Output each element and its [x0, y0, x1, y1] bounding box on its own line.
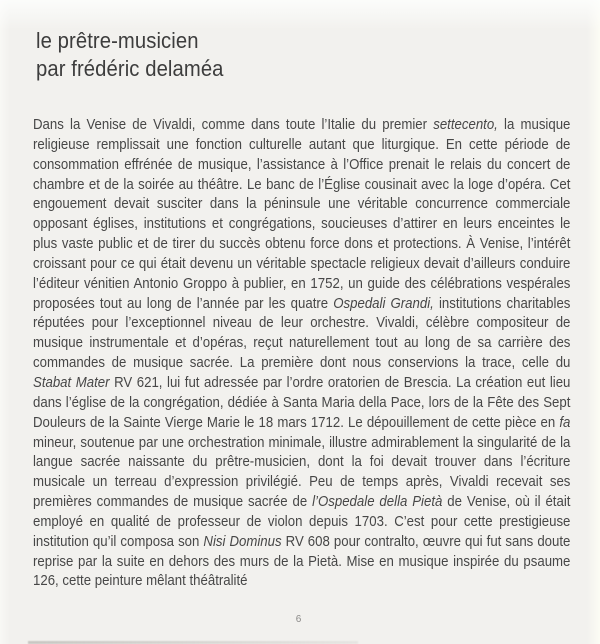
text-segment-italic: Ospedali Grandi, — [333, 294, 434, 312]
text-segment: la musique religieuse remplissait une fonction culturelle autant que liturgique. En cette période de consommation effrénée de musique, l’assistance à l’Office prenait le relais du concert de chambre et de la soirée au théâtre. Le banc de l’Église cousinait avec la loge d’opéra. Cet engouement devait susciter dans la péninsule une véritable concurrence commerciale opposant églises, institutions et congrégations, soucieuses d’attirer en leurs enceintes le plus vaste public et de tirer du succès obtenu force dons et protections. À Venise, l’intérêt croissant pour ce qui était devenu un véritable spectacle religieux devait d’ailleurs conduire l’éditeur vénitien Antonio Groppo à publier, en 1752, un guide des célébrations vespérales proposées tout au long de l’année par les quatre — [33, 116, 571, 312]
page-title — [36, 27, 224, 82]
body-paragraph — [33, 115, 570, 591]
text-segment: institutions charitables réputées pour l’exceptionnel niveau de leur orchestre. Vivaldi, célèbre compositeur de musique instrumentale et d’opéras, reçut naturellement tout au long de sa carrière des commandes de musique sacrée. La première dont nous conservions la trace, celle du — [33, 294, 571, 372]
text-segment-italic: fa — [559, 413, 571, 431]
text-segment-italic: Nisi Dominus — [203, 532, 282, 550]
title-line-2: par frédéric delaméa — [36, 55, 224, 81]
text-segment: RV 621, lui fut adressée par l’ordre oratorien de Brescia. La création eut lieu dans l’église de la congrégation, dédiée à Santa Maria della Pace, lors de la Fête des Sept Douleurs de la Sainte Vierge Marie le 18 mars 1712. Le dépouillement de cette pièce en — [33, 373, 571, 431]
text-segment: RV 608 pour contralto, œuvre qui fut sans doute reprise par la suite en dehors des murs de la Pietà. Mise en musique inspirée du psaume 126, cette peinture mêlant théâtralité — [33, 532, 571, 590]
page-number: 6 — [295, 614, 302, 625]
text-segment-italic: Stabat Mater — [33, 373, 110, 391]
title-line-1: le prêtre-musicien — [36, 28, 199, 53]
text-segment-italic: l’Ospedale della Pietà — [312, 493, 443, 511]
text-segment: de Venise, où il était employé en qualité de professeur de violon depuis 1703. C’est pour cette prestigieuse institution qu’il composa son — [33, 493, 571, 550]
text-segment: Dans la Venise de Vivaldi, comme dans toute l’Italie du premier — [33, 116, 434, 133]
text-segment-italic: settecento, — [433, 116, 498, 133]
text-segment: mineur, soutenue par une orchestration minimale, illustre admirablement la singularité de la langue sacrée naissante du prêtre-musicien, dont la foi devait trouver dans l’écriture musicale un terreau d’expression privilégié. Peu de temps après, Vivaldi recevait ses premières commandes de musique sacrée de — [33, 433, 571, 511]
